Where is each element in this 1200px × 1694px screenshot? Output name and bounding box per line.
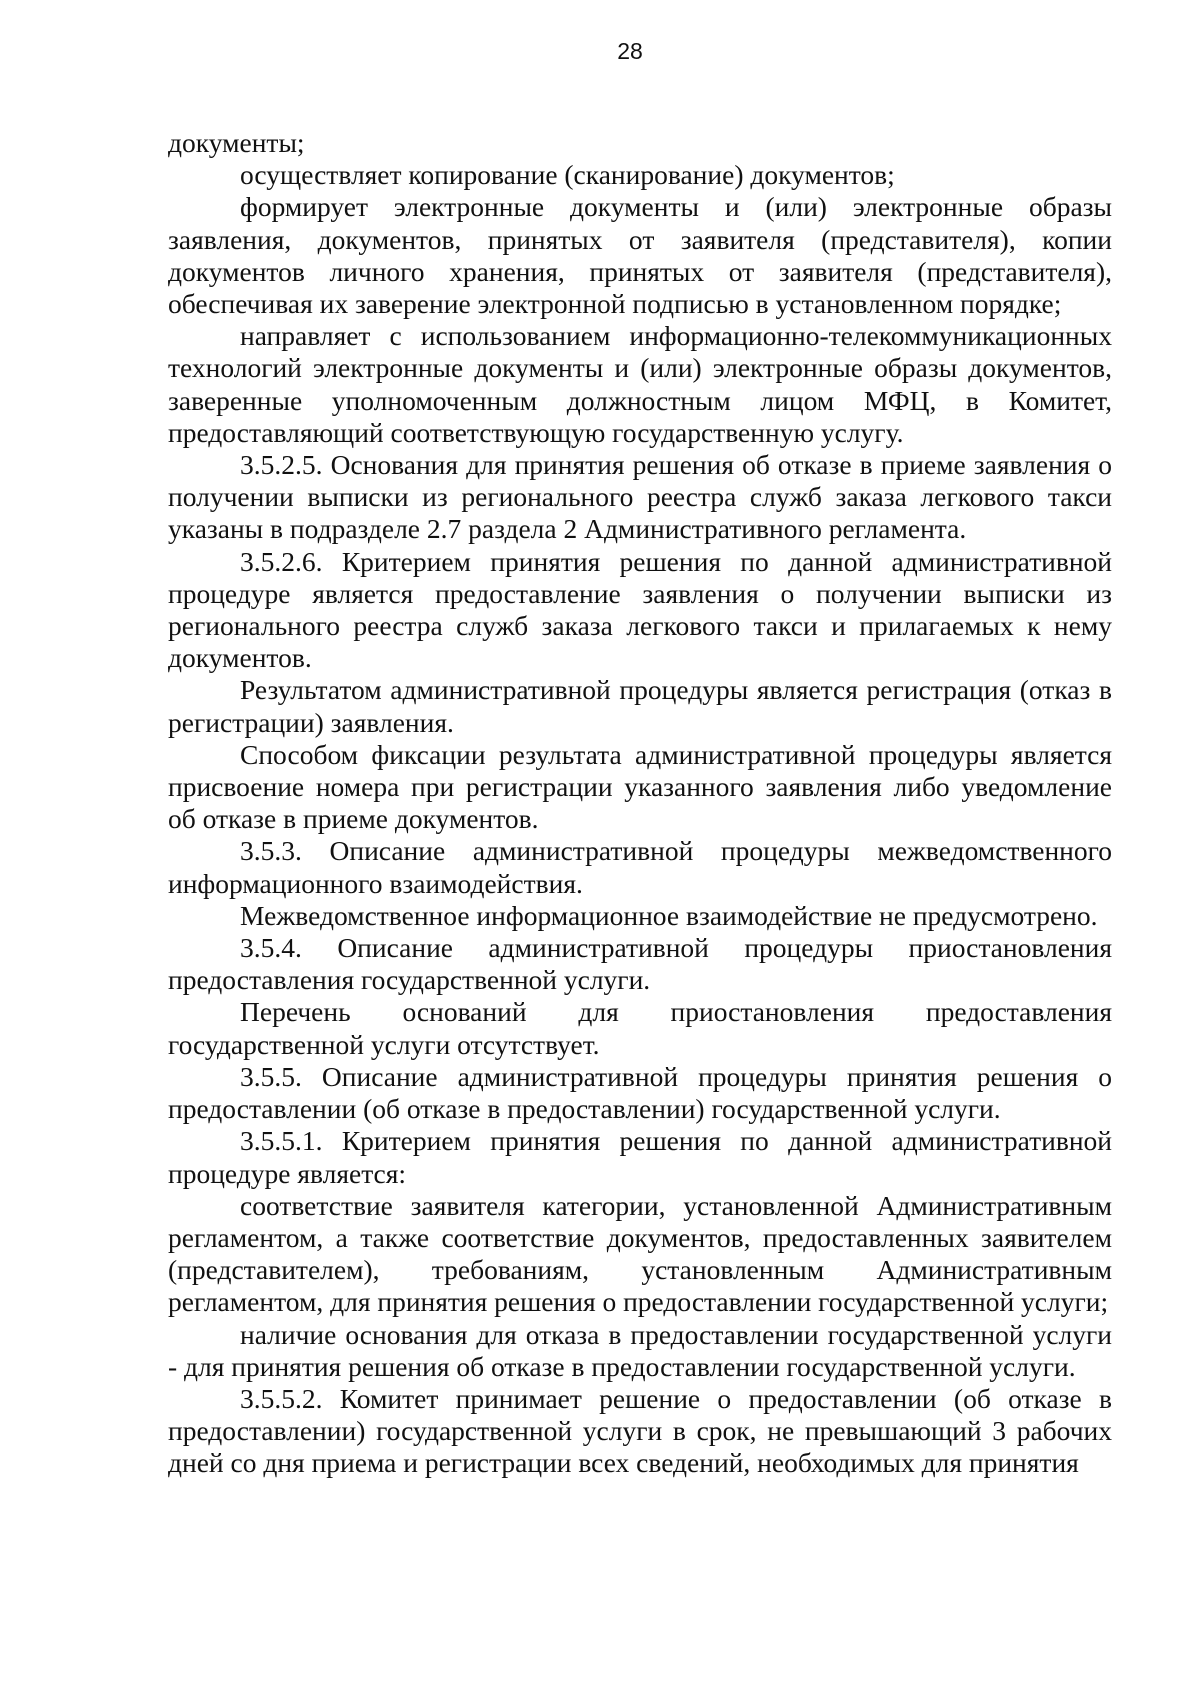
- page-number: 28: [617, 38, 643, 64]
- paragraph: 3.5.5. Описание административной процедуры принятия решения о предоставлении (об отказе в предоставлении) государственной услуги.: [168, 1060, 1112, 1125]
- paragraph: 3.5.2.5. Основания для принятия решения об отказе в приеме заявления о получении выписки из регионального реестра служб заказа легкового такси указаны в подразделе 2.7 раздела 2 Административного регламента.: [168, 449, 1112, 545]
- paragraph: формирует электронные документы и (или) электронные образы заявления, документов, принятых от заявителя (представителя), копии документов личного хранения, принятых от заявителя (представителя), обеспечивая их заверение электронной подписью в установленном порядке;: [168, 191, 1112, 320]
- paragraph: осуществляет копирование (сканирование) документов;: [240, 159, 895, 191]
- document-body: [168, 127, 1112, 1480]
- paragraph: документы;: [168, 127, 305, 158]
- paragraph: 3.5.3. Описание административной процедуры межведомственного информационного взаимодействия.: [168, 835, 1112, 899]
- paragraph: направляет с использованием информационно-телекоммуникационных технологий электронные документы и (или) электронные образы документов, заверенные уполномоченным должностным лицом МФЦ, в Комитет, предоставляющий соответствующую государственную услугу.: [168, 320, 1112, 448]
- paragraph: Перечень оснований для приостановления предоставления государственной услуги отсутствует.: [168, 996, 1112, 1060]
- paragraph: Межведомственное информационное взаимодействие не предусмотрено.: [240, 899, 1098, 931]
- paragraph: Способом фиксации результата административной процедуры является присвоение номера при регистрации указанного заявления либо уведомление об отказе в приеме документов.: [168, 738, 1112, 835]
- paragraph: Результатом административной процедуры является регистрация (отказ в регистрации) заявления.: [168, 674, 1112, 738]
- paragraph: 3.5.4. Описание административной процедуры приостановления предоставления государственной услуги.: [168, 932, 1112, 996]
- paragraph: 3.5.5.2. Комитет принимает решение о предоставлении (об отказе в предоставлении) государственной услуги в срок, не превышающий 3 рабочих дней со дня приема и регистрации всех сведений, необходимых для принятия: [168, 1382, 1112, 1479]
- paragraph: 3.5.5.1. Критерием принятия решения по данной административной процедуре является:: [168, 1125, 1112, 1189]
- paragraph: 3.5.2.6. Критерием принятия решения по данной административной процедуре является предоставление заявления о получении выписки из регионального реестра служб заказа легкового такси и прилагаемых к нему документов.: [168, 545, 1112, 674]
- paragraph: наличие основания для отказа в предоставлении государственной услуги - для принятия решения об отказе в предоставлении государственной услуги.: [168, 1318, 1112, 1382]
- paragraph: соответствие заявителя категории, установленной Административным регламентом, а также соответствие документов, предоставленных заявителем (представителем), требованиям, установленным Административным регламентом, для принятия решения о предоставлении государственной услуги;: [168, 1189, 1112, 1318]
